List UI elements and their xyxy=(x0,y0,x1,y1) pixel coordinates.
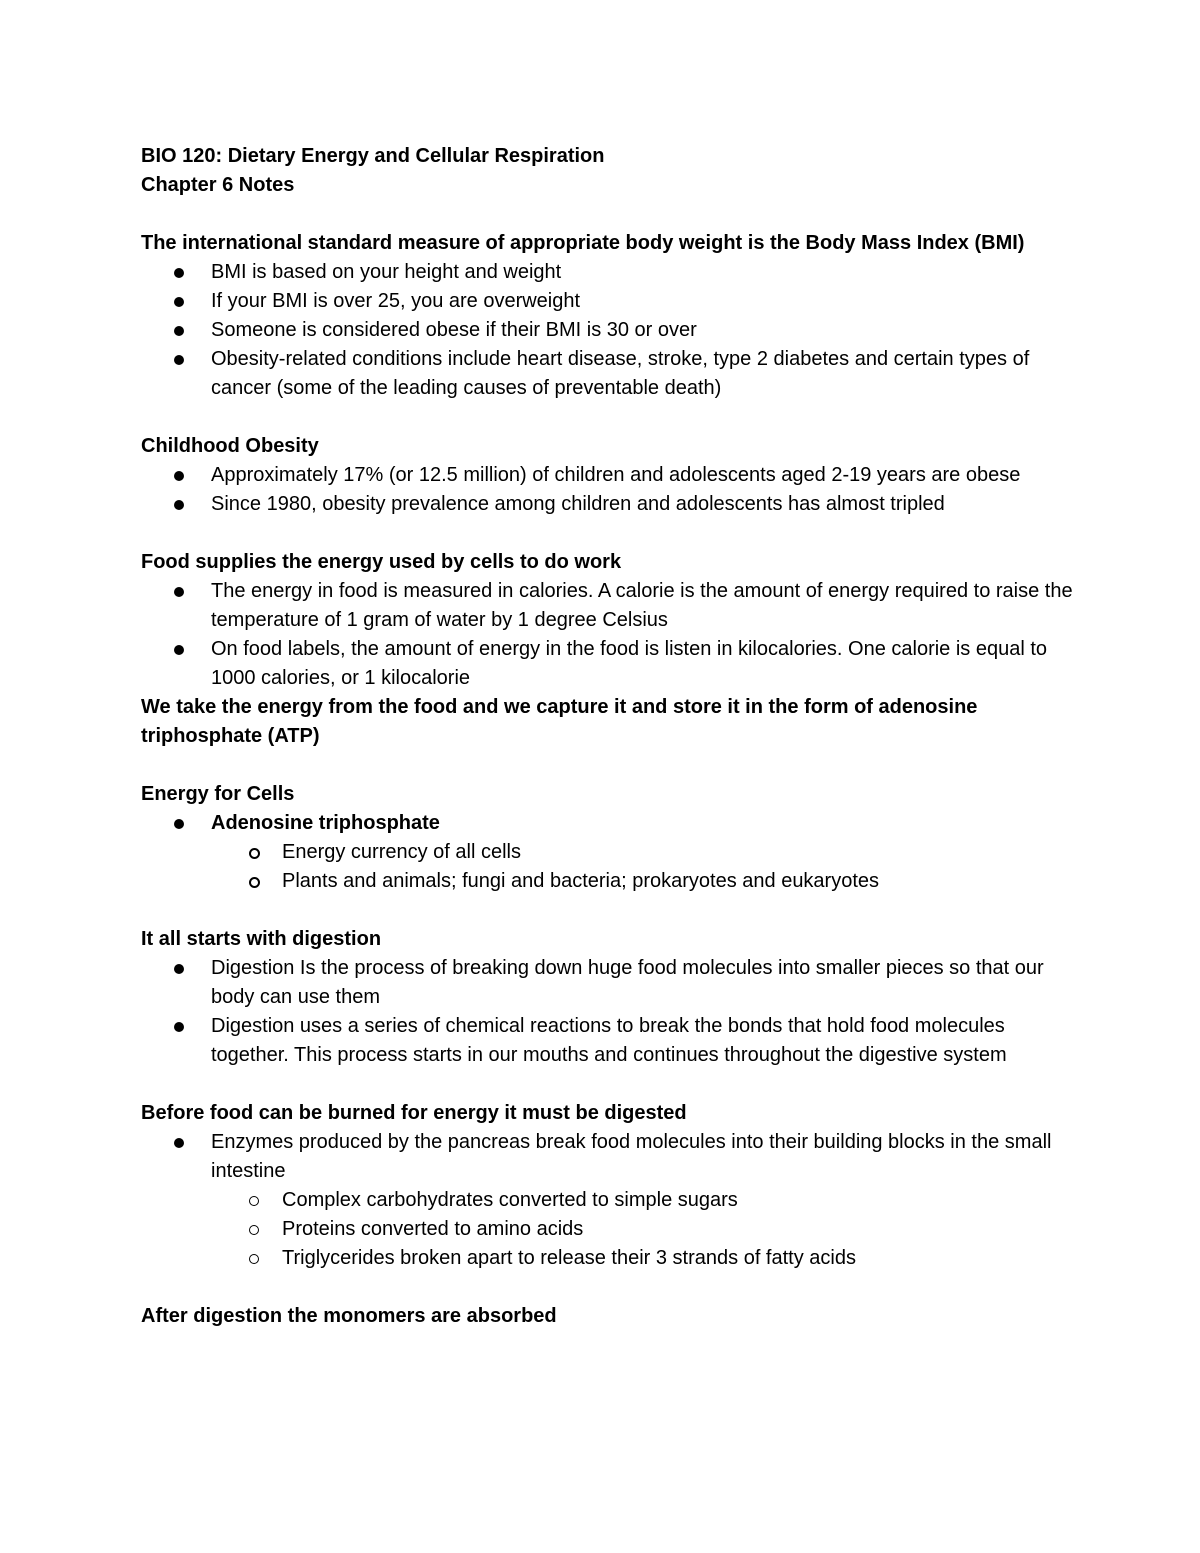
list-item: Someone is considered obese if their BMI is 30 or over xyxy=(141,316,1080,345)
bullet-icon xyxy=(174,326,184,336)
section-heading-before-burned: Before food can be burned for energy it must be digested xyxy=(141,1102,687,1124)
bullet-icon xyxy=(174,1022,184,1032)
list-item: Since 1980, obesity prevalence among children and adolescents has almost tripled xyxy=(141,490,1080,519)
bullet-icon xyxy=(174,355,184,365)
section-heading-digestion: It all starts with digestion xyxy=(141,928,382,950)
spacer xyxy=(141,200,1080,229)
spacer xyxy=(141,519,1080,548)
sub-list-item: Proteins converted to amino acids xyxy=(141,1215,1080,1244)
bullet-icon xyxy=(174,297,184,307)
section-heading-food-energy: Food supplies the energy used by cells to do work xyxy=(141,551,622,573)
list-item: BMI is based on your height and weight xyxy=(141,258,1080,287)
sub-list-item: Energy currency of all cells xyxy=(141,838,1080,867)
spacer xyxy=(141,896,1080,925)
spacer xyxy=(141,751,1080,780)
bullet-icon xyxy=(174,587,184,597)
list-item: Enzymes produced by the pancreas break food molecules into their building blocks in the small intestine xyxy=(141,1128,1080,1186)
section-heading-energy-for-cells: Energy for Cells xyxy=(141,783,295,805)
bullet-icon xyxy=(174,500,184,510)
sub-list-item: Complex carbohydrates converted to simple sugars xyxy=(141,1186,1080,1215)
bullet-icon xyxy=(174,964,184,974)
section-heading-bmi: The international standard measure of appropriate body weight is the Body Mass Index (BMI) xyxy=(141,232,1025,254)
spacer xyxy=(141,403,1080,432)
bullet-icon xyxy=(174,1138,184,1148)
list-item: Digestion uses a series of chemical reactions to break the bonds that hold food molecules together. This process starts in our mouths and continues throughout the digestive system xyxy=(141,1012,1080,1070)
section-heading-after-digestion: After digestion the monomers are absorbed xyxy=(141,1305,557,1327)
bullet-icon xyxy=(174,645,184,655)
list-item: The energy in food is measured in calories. A calorie is the amount of energy required to raise the temperature of 1 gram of water by 1 degree Celsius xyxy=(141,577,1080,635)
section-trailer-atp: We take the energy from the food and we capture it and store it in the form of adenosine triphosphate (ATP) xyxy=(141,696,978,747)
hollow-bullet-icon xyxy=(249,1254,259,1264)
document-title: BIO 120: Dietary Energy and Cellular Respiration xyxy=(141,145,605,167)
sub-list-item: Plants and animals; fungi and bacteria; prokaryotes and eukaryotes xyxy=(141,867,1080,896)
list-item: Adenosine triphosphate xyxy=(141,809,1080,838)
section-heading-childhood-obesity: Childhood Obesity xyxy=(141,435,319,457)
bullet-icon xyxy=(174,471,184,481)
list-item: Digestion Is the process of breaking down huge food molecules into smaller pieces so that our body can use them xyxy=(141,954,1080,1012)
spacer xyxy=(141,1070,1080,1099)
bullet-icon xyxy=(174,268,184,278)
list-item: Approximately 17% (or 12.5 million) of children and adolescents aged 2-19 years are obese xyxy=(141,461,1080,490)
hollow-bullet-icon xyxy=(249,1225,259,1235)
list-item: If your BMI is over 25, you are overweight xyxy=(141,287,1080,316)
hollow-bullet-icon xyxy=(249,877,260,888)
sub-list-item: Triglycerides broken apart to release their 3 strands of fatty acids xyxy=(141,1244,1080,1273)
list-item: Obesity-related conditions include heart disease, stroke, type 2 diabetes and certain types of cancer (some of the leading causes of preventable death) xyxy=(141,345,1080,403)
bullet-icon xyxy=(174,819,184,829)
hollow-bullet-icon xyxy=(249,848,260,859)
list-item: On food labels, the amount of energy in the food is listen in kilocalories. One calorie is equal to 1000 calories, or 1 kilocalorie xyxy=(141,635,1080,693)
document-subtitle: Chapter 6 Notes xyxy=(141,174,295,196)
hollow-bullet-icon xyxy=(249,1196,259,1206)
spacer xyxy=(141,1273,1080,1302)
